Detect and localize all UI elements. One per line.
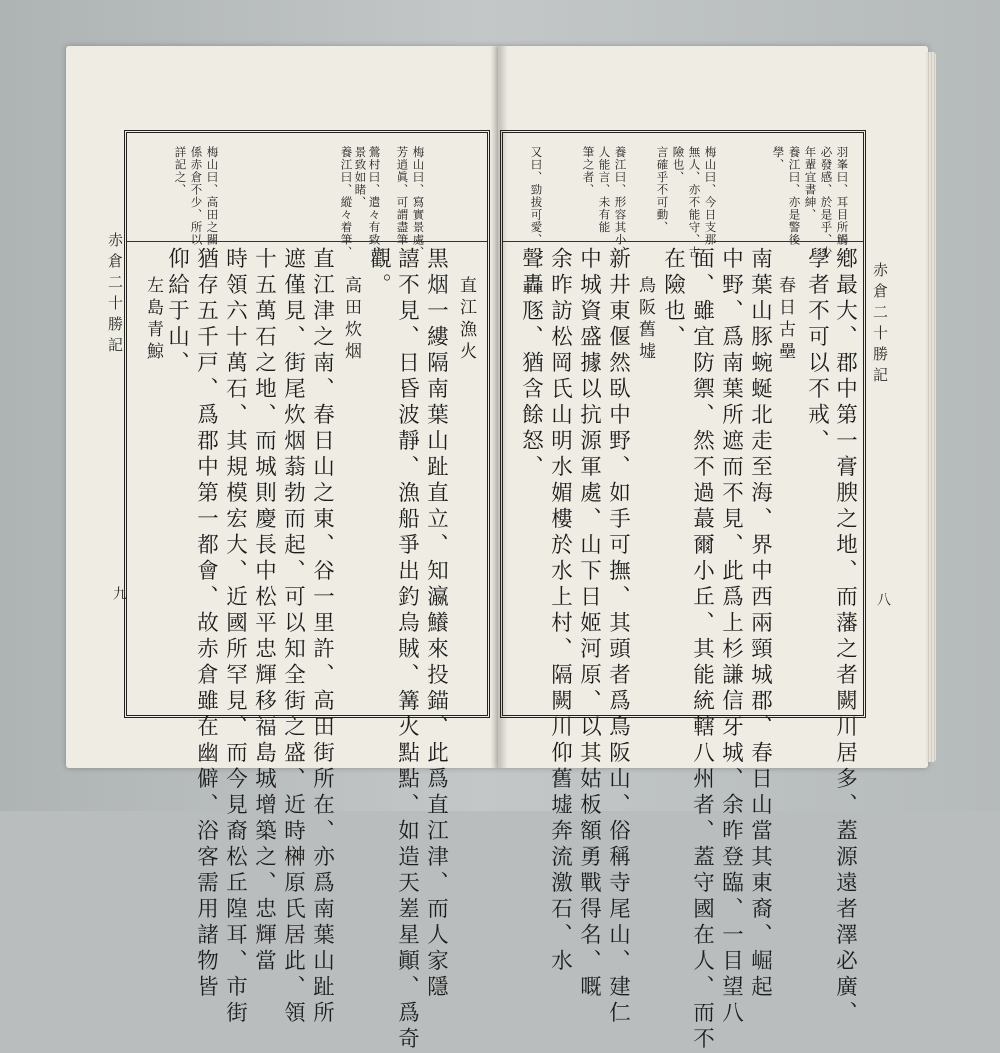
left-note-7: 係赤倉不少、所以 [189, 146, 204, 246]
right-page-number: 八 [875, 592, 891, 606]
left-col-heading-1: 直江漁火 [456, 276, 476, 364]
left-col-8: 猶存五千戸、爲郡中第一都會、故赤倉雖在幽僻、浴客需用諸物皆 [193, 247, 219, 1001]
left-col-2: 譆不見、日昏波靜、漁船爭出釣烏賊、篝火點點、如造天嵳星顚、爲奇 [394, 247, 420, 1053]
right-note-11: 人能言、未有能 [597, 146, 612, 234]
right-note-13: 又曰、勁拔可愛、 [529, 146, 544, 246]
right-note-10: 養江曰、形容其小、 [613, 146, 628, 259]
left-note-8: 詳記之、 [173, 146, 188, 196]
right-note-3: 年輩宜書紳、 [803, 146, 818, 221]
right-note-divider [503, 241, 863, 242]
page-edges [926, 52, 936, 762]
right-note-2: 必發感、於是乎、少 [819, 146, 834, 259]
left-note-4: 景致如睹、 [353, 146, 368, 209]
right-col-1: 鄕最大、郡中第一膏腴之地、而藩之者闕川居多、蓋源遠者澤必廣、 [832, 247, 858, 1027]
right-col-10: 聲轟豗、猶含餘怒、 [518, 247, 544, 481]
left-note-divider [127, 241, 487, 242]
left-running-head: 赤倉二十勝記 [106, 232, 124, 358]
left-col-3: 觀。 [366, 247, 392, 299]
right-note-9: 言確乎不可動、 [655, 146, 670, 234]
left-note-1: 梅山曰、寫實景處、 [411, 146, 426, 259]
right-col-7: 新井東偃然臥中野、如手可撫、其頭者爲鳥阪山、俗稱寺尾山、建仁 [605, 247, 631, 1027]
left-col-6: 十五萬石之地、而城則慶長中松平忠輝移福島城增築之、忠輝當 [251, 247, 277, 975]
left-col-9: 仰給于山、 [164, 247, 190, 377]
right-running-head: 赤倉二十勝記 [871, 262, 889, 388]
right-note-7: 無人、亦不能守、古 [687, 146, 702, 259]
right-col-9: 余昨訪松岡氏山明水媚樓於水上村、隔闕川仰舊墟奔流激石、水 [547, 247, 573, 975]
left-page-number: 九 [111, 586, 127, 600]
right-note-1: 羽峯曰、耳目所觸 [835, 146, 850, 246]
right-col-4: 中野、爲南葉所遮而不見、此爲上杉謙信牙城、余昨登臨、一目望八 [718, 247, 744, 1027]
right-col-6: 在險也、 [660, 247, 686, 351]
right-col-3: 南葉山豚蜿蜒北走至海、界中西兩頸城郡、春日山當其東裔、崛起 [747, 247, 773, 1001]
left-col-4: 直江津之南、春日山之東、谷一里許、高田街所在、亦爲南葉山趾所 [309, 247, 335, 1027]
left-note-2: 芳逍眞、可謂盡筆 [395, 146, 410, 246]
left-note-6: 梅山曰、高田之關 [205, 146, 220, 246]
right-note-5: 學、 [771, 146, 786, 171]
left-col-heading-2: 高田炊烟 [341, 276, 361, 364]
left-note-5: 養江曰、縱々着筆、 [339, 146, 354, 259]
right-col-8: 中城資盛據以抗源軍處、山下日姬河原、以其姑板額勇戰得名、嘅 [576, 247, 602, 1001]
left-col-1: 黒烟一縷隔南葉山趾直立、知瀛鱶來投錨、此爲直江津、而人家隱 [423, 247, 449, 1001]
right-note-4: 養江曰、亦是警後 [787, 146, 802, 246]
right-col-heading-1: 春日古壘 [775, 276, 795, 364]
right-note-8: 險也、 [671, 146, 686, 184]
right-note-6: 梅山曰、今日支那 [703, 146, 718, 246]
right-col-5: 面、雖宜防禦、然不過蕞爾小丘、其能統轄八州者、蓋守國在人、而不 [689, 247, 715, 1053]
left-col-7: 時領六十萬石、其規模宏大、近國所罕見、而今見裔松丘隍耳、市街 [222, 247, 248, 1027]
left-col-heading-3: 左島青鯨 [143, 276, 163, 364]
right-note-12: 筆之者、 [581, 146, 596, 196]
right-col-heading-2: 鳥阪舊墟 [635, 276, 655, 364]
left-col-5: 遮僅見、街尾炊烟蓊勃而起、可以知全街之盛、近時榊原氏居此、領 [280, 247, 306, 1027]
left-note-3: 鶯村曰、遣々有致、 [367, 146, 382, 259]
right-col-2: 學者不可以不戒、 [804, 247, 830, 455]
